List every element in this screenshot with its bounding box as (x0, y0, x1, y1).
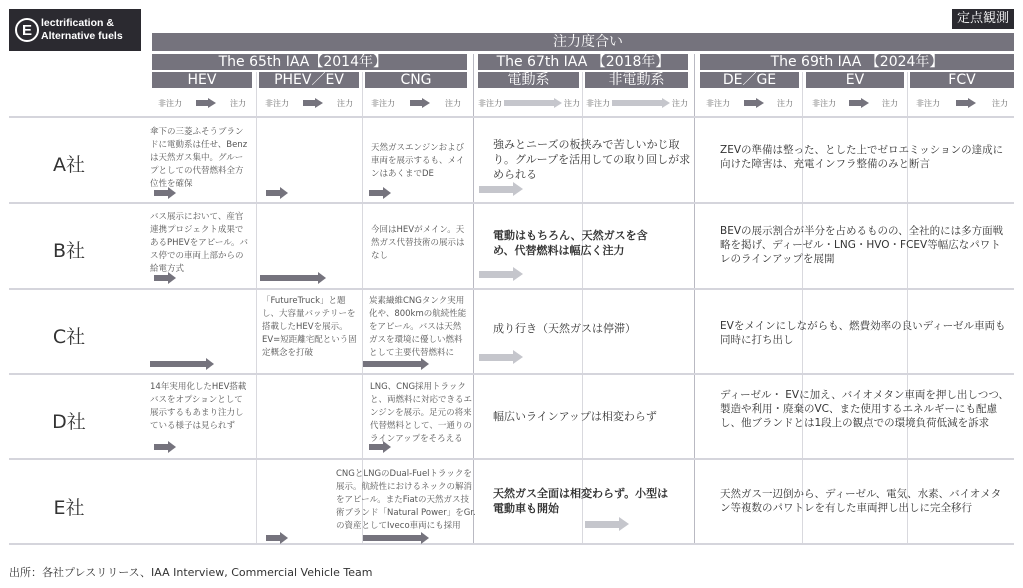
company-d-label: D社 (52, 411, 86, 433)
focus-scale: 非注力 注力 (706, 98, 793, 108)
focus-arrow-icon (479, 267, 523, 281)
category-phev-ev: PHEV／EV (259, 72, 359, 88)
a-2014-cng-note: 天然ガスエンジンおよび車両を展示するも、メインはあくまでDE (371, 143, 465, 179)
logo-line-1: lectrification & (41, 17, 114, 29)
e-circle-icon: E (15, 18, 39, 42)
a-2018-note: 強みとニーズの板挟みで苦しいかじ取り。グループを活用しての取り回しが求められる (493, 138, 691, 181)
d-2018-note: 幅広いラインアップは相変わらず (493, 410, 657, 423)
focus-arrow-icon (479, 182, 523, 196)
arrow-right-icon (504, 98, 562, 108)
section-logo (9, 9, 141, 51)
focus-arrow-icon (260, 272, 326, 284)
grid-line (694, 54, 695, 544)
row-divider (9, 202, 1014, 204)
c-2018-note: 成り行き（天然ガスは停滞） (493, 322, 636, 335)
logo-line-2: Alternative fuels (41, 30, 123, 42)
arrow-right-icon (196, 98, 216, 108)
focus-scale: 非注力 注力 (812, 98, 898, 108)
c-2014-phev-note: 「FutureTruck」と題し、大容量バッテリーを搭載したHEVを展示。EV=短距離宅配という固定概念を打破 (262, 296, 357, 358)
a-2014-hev-note: 傘下の三菱ふそうブランドに電動系は任せ、Benzは天然ガス集中。グループとしての代替燃料全方位性を確保 (150, 127, 248, 189)
e-2018-note: 天然ガス全面は相変わらず。小型は電動車も開始 (493, 487, 669, 515)
focus-scale: 非注力 注力 (478, 98, 580, 108)
category-fcv: FCV (910, 72, 1014, 88)
focus-arrow-icon (585, 517, 629, 531)
fixed-point-badge: 定点観測 (952, 9, 1014, 29)
category-cng: CNG (365, 72, 467, 88)
focus-scale: 非注力 注力 (586, 98, 688, 108)
arrow-right-icon (956, 98, 976, 108)
company-b-label: B社 (52, 240, 86, 262)
row-divider (9, 288, 1014, 290)
arrow-right-icon (303, 98, 323, 108)
focus-arrow-icon (369, 187, 391, 199)
d-2014-hev-note: 14年実用化したHEV搭載バスをオプションとして展示するもあまり注力している様子は見られず (150, 382, 247, 431)
b-2024-note: BEVの展示割合が半分を占めるものの、全社的には多方面戦略を掲げ、ディーゼル・LNG・HVO・FCEV等幅広なパワトレのラインアップを展開 (720, 225, 1004, 265)
focus-arrow-icon (363, 358, 429, 370)
e-2024-note: 天然ガス一辺倒から、ディーゼル、電気、水素、バイオメタン等複数のパワトレを有した車両押し出しに完全移行 (720, 488, 1002, 514)
d-2014-cng-note: LNG、CNG採用トラックと、両燃料に対応できるエンジンを展示。足元の将来代替燃料として、一通りのラインアップをそろえる (370, 382, 473, 444)
company-a-label: A社 (53, 154, 85, 176)
focus-arrow-icon (369, 441, 391, 453)
category-hev: HEV (152, 72, 252, 88)
show-header-2014: The 65th IAA【2014年】 (152, 54, 467, 70)
c-2014-cng-note: 炭素繊維CNGタンク実用化や、800kmの航続性能をアピール。バスは天然ガスを環境に優しい燃料として主要代替燃料に (369, 296, 467, 358)
b-2014-cng-note: 今回はHEVがメイン。天然ガス代替技術の展示はなし (371, 225, 465, 261)
category-non-electric: 非電動系 (585, 72, 688, 88)
focus-arrow-icon (363, 532, 429, 544)
arrow-right-icon (612, 98, 670, 108)
d-2024-note: ディーゼル・ EVに加え、バイオメタン車両を押し出しつつ、製造や利用・廃棄のVC、また使用するエネルギーにも配慮し、他ブランドとは1段上の観点での環境負荷低減を訴求 (720, 389, 1009, 429)
focus-arrow-icon (266, 532, 288, 544)
category-electric: 電動系 (478, 72, 579, 88)
arrow-right-icon (744, 98, 764, 108)
grid-line (256, 72, 257, 544)
focus-arrow-icon (154, 187, 176, 199)
arrow-right-icon (410, 98, 430, 108)
focus-scale: 非注力 注力 (265, 98, 353, 108)
source-note: 出所：各社プレスリリース、IAA Interview, Commercial Vehicle Team (9, 566, 373, 579)
company-c-label: C社 (52, 326, 86, 348)
row-divider (9, 373, 1014, 375)
row-divider (9, 116, 1014, 118)
focus-arrow-icon (154, 272, 176, 284)
company-e-label: E社 (53, 497, 85, 519)
row-divider (9, 543, 1014, 545)
focus-arrow-icon (479, 350, 523, 364)
row-divider (9, 458, 1014, 460)
focus-scale: 非注力 注力 (371, 98, 461, 108)
focus-scale: 非注力 注力 (916, 98, 1008, 108)
e-2014-phev-note: CNGとLNGのDual-Fuelトラックを展示。航続性におけるネックの解消をアピール。またFiatの天然ガス技術ブランド「Natural Power」をGr.の資産としてIveco車両にも採用 (336, 469, 476, 531)
arrow-right-icon (849, 98, 869, 108)
focus-arrow-icon (266, 187, 288, 199)
focus-arrow-icon (154, 441, 176, 453)
category-ev: EV (806, 72, 904, 88)
category-de-ge: DE／GE (700, 72, 799, 88)
focus-arrow-icon (150, 358, 214, 370)
a-2024-note: ZEVの準備は整った、とした上でゼロエミッションの達成に向けた障害は、充電インフラ整備のみと断言 (720, 144, 1004, 170)
show-header-2024: The 69th IAA 【2024年】 (700, 54, 1014, 70)
focus-scale: 非注力 注力 (158, 98, 246, 108)
focus-level-header: 注力度合い (152, 33, 1014, 51)
show-header-2018: The 67th IAA 【2018年】 (478, 54, 688, 70)
c-2024-note: EVをメインにしながらも、燃費効率の良いディーゼル車両も同時に打ち出し (720, 320, 1006, 346)
b-2018-note: 電動はもちろん、天然ガスを含め、代替燃料は幅広く注力 (493, 229, 648, 257)
b-2014-hev-note: バス展示において、産官連携プロジェクト成果であるPHEVをアピール。バス停での車両上部からの給電方式 (150, 212, 249, 274)
